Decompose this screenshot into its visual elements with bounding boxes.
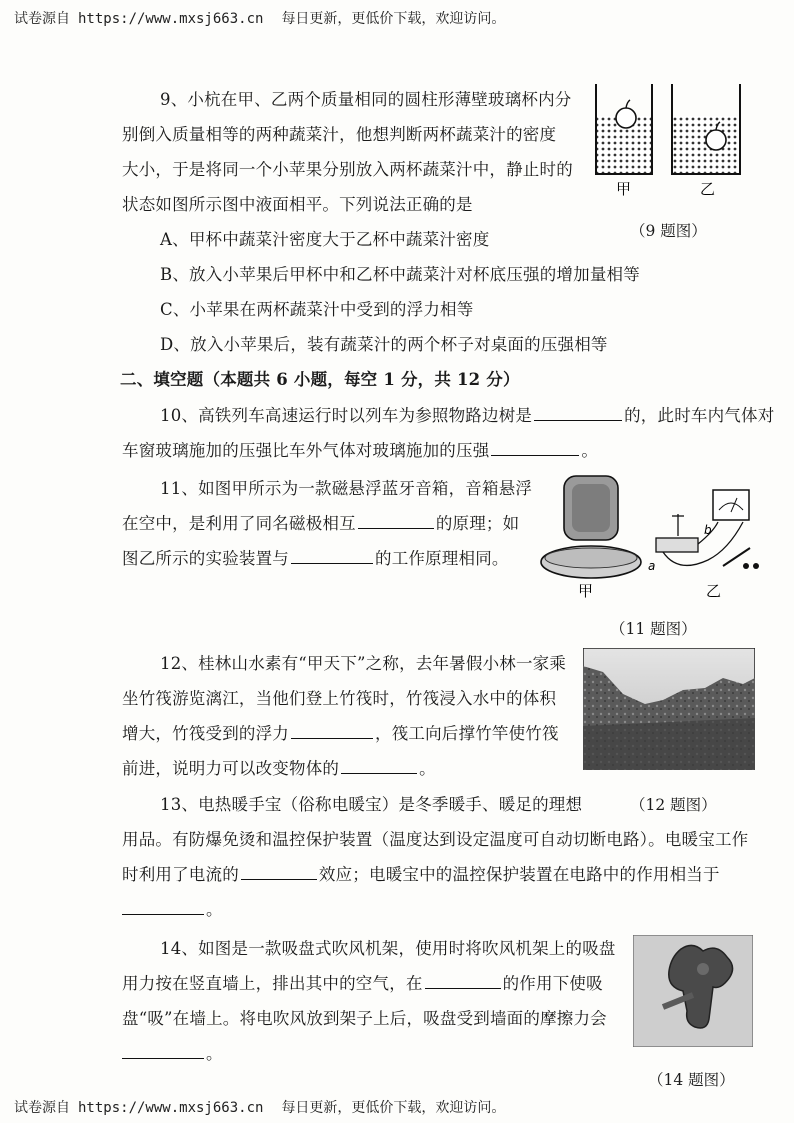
q11-fig-label-a: 甲	[578, 582, 594, 600]
q13-text-3a: 时利用了电流的	[122, 865, 239, 884]
q14-photo	[633, 935, 753, 1047]
q11-fig-label-b: 乙	[706, 582, 722, 600]
q11-caption: （11 题图）	[610, 620, 697, 638]
q14-caption: （14 题图）	[648, 1071, 735, 1089]
q9-option-b: B、放入小苹果后甲杯中和乙杯中蔬菜汁对杯底压强的增加量相等	[160, 265, 640, 284]
q9-option-c: C、小苹果在两杯蔬菜汁中受到的浮力相等	[160, 300, 474, 319]
q11-line-2	[122, 510, 519, 534]
header-slogan: 每日更新，更低价下载，欢迎访问。	[281, 11, 506, 27]
q12-line-3	[122, 720, 559, 744]
q9-line-2: 别倒入质量相等的两种蔬菜汁，他想判断两杯蔬菜汁的密度	[122, 125, 557, 144]
q11-blank-1[interactable]	[358, 514, 434, 529]
q12-blank-1[interactable]	[291, 724, 373, 739]
q14-blank-1[interactable]	[425, 974, 501, 989]
section2-title: 二、填空题（本题共 6 小题，每空 1 分，共 12 分）	[120, 370, 520, 389]
q14-line-4	[122, 1040, 223, 1064]
page-header	[14, 8, 505, 28]
q10-text-1a: 10、高铁列车高速运行时以列车为参照物路边树是	[160, 406, 533, 425]
q12-text-4a: 前进，说明力可以改变物体的	[122, 759, 340, 778]
q13-line-1: 13、电热暖手宝（俗称电暖宝）是冬季暖手、暖足的理想	[160, 795, 583, 814]
cup-a	[596, 84, 652, 174]
q9-option-d: D、放入小苹果后，装有蔬菜汁的两个杯子对桌面的压强相等	[160, 335, 608, 354]
q9-line-3: 大小，于是将同一个小苹果分别放入两杯蔬菜汁中，静止时的	[122, 160, 573, 179]
q12-text-3b: ，筏工向后撑竹竿使竹筏	[375, 724, 559, 743]
q9-fig-label-a: 甲	[616, 180, 632, 198]
q9-line-1: 9、小杭在甲、乙两个质量相同的圆柱形薄壁玻璃杯内分	[160, 90, 572, 109]
q12-blank-2[interactable]	[341, 759, 417, 774]
q11-fig-letter-a: a	[648, 559, 656, 573]
header-url[interactable]: https://www.mxsj663.cn	[78, 11, 264, 27]
q11-line-3	[122, 545, 509, 569]
q10-line-2	[122, 437, 598, 461]
q11-fig-letter-b: b	[704, 523, 712, 537]
apple-a-icon	[616, 100, 636, 128]
q10-blank-1[interactable]	[534, 406, 622, 421]
q13-line-4	[122, 896, 223, 920]
q12-text-4b: 。	[419, 759, 436, 778]
q12-line-1: 12、桂林山水素有“甲天下”之称，去年暑假小林一家乘	[160, 654, 567, 673]
q9-fig-label-b: 乙	[700, 180, 716, 198]
q12-line-4	[122, 755, 436, 779]
q11-text-3a: 图乙所示的实验装置与	[122, 549, 289, 568]
q14-blank-2[interactable]	[122, 1044, 204, 1059]
q9-caption: （9 题图）	[630, 222, 707, 240]
speaker-icon	[541, 476, 641, 578]
page-footer	[14, 1097, 505, 1117]
q11-text-2b: 的原理；如	[435, 514, 520, 533]
q12-line-2: 坐竹筏游览漓江，当他们登上竹筏时，竹筏浸入水中的体积	[122, 689, 557, 708]
q14-line-2	[122, 970, 603, 994]
q10-line-1	[160, 402, 774, 426]
header-source: 试卷源自	[14, 11, 70, 27]
q10-text-2b: 。	[581, 441, 599, 460]
q10-text-1b: 的，此时车内气体对	[624, 406, 775, 425]
footer-slogan: 每日更新，更低价下载，欢迎访问。	[281, 1100, 506, 1116]
footer-url[interactable]: https://www.mxsj663.cn	[78, 1100, 264, 1116]
q10-text-2a: 车窗玻璃施加的压强比车外气体对玻璃施加的压强	[122, 441, 490, 460]
q13-text-4b: 。	[206, 900, 223, 919]
q10-blank-2[interactable]	[491, 441, 579, 456]
q11-text-2a: 在空中，是利用了同名磁极相互	[122, 514, 356, 533]
footer-source: 试卷源自	[14, 1100, 70, 1116]
q11-figure	[538, 470, 768, 602]
q14-line-1: 14、如图是一款吸盘式吹风机架，使用时将吹风机架上的吸盘	[160, 939, 616, 958]
q14-text-2a: 用力按在竖直墙上，排出其中的空气，在	[122, 974, 423, 993]
q12-photo	[583, 648, 755, 770]
q14-text-4b: 。	[206, 1044, 223, 1063]
q14-line-3: 盘“吸”在墙上。将电吹风放到架子上后，吸盘受到墙面的摩擦力会	[122, 1009, 607, 1028]
q11-line-1: 11、如图甲所示为一款磁悬浮蓝牙音箱，音箱悬浮	[160, 479, 533, 498]
q9-option-a: A、甲杯中蔬菜汁密度大于乙杯中蔬菜汁密度	[160, 230, 490, 249]
q11-text-3b: 的工作原理相同。	[375, 549, 509, 568]
q12-caption: （12 题图）	[630, 796, 717, 814]
apparatus-icon	[648, 490, 759, 573]
q14-text-2b: 的作用下使吸	[502, 974, 603, 993]
q11-blank-2[interactable]	[291, 549, 373, 564]
q13-line-2: 用品。有防爆免烫和温控保护装置（温度达到设定温度可自动切断电路）。电暖宝工作	[122, 830, 749, 849]
q13-line-3	[122, 861, 720, 885]
q13-blank-1[interactable]	[241, 865, 317, 880]
q12-text-3a: 增大，竹筏受到的浮力	[122, 724, 289, 743]
q9-figure	[588, 80, 758, 200]
cup-b	[672, 84, 740, 174]
q13-text-3b: 效应；电暖宝中的温控保护装置在电路中的作用相当于	[318, 865, 720, 884]
q13-blank-2[interactable]	[122, 900, 204, 915]
q9-line-4: 状态如图所示图中液面相平。下列说法正确的是	[122, 195, 473, 214]
